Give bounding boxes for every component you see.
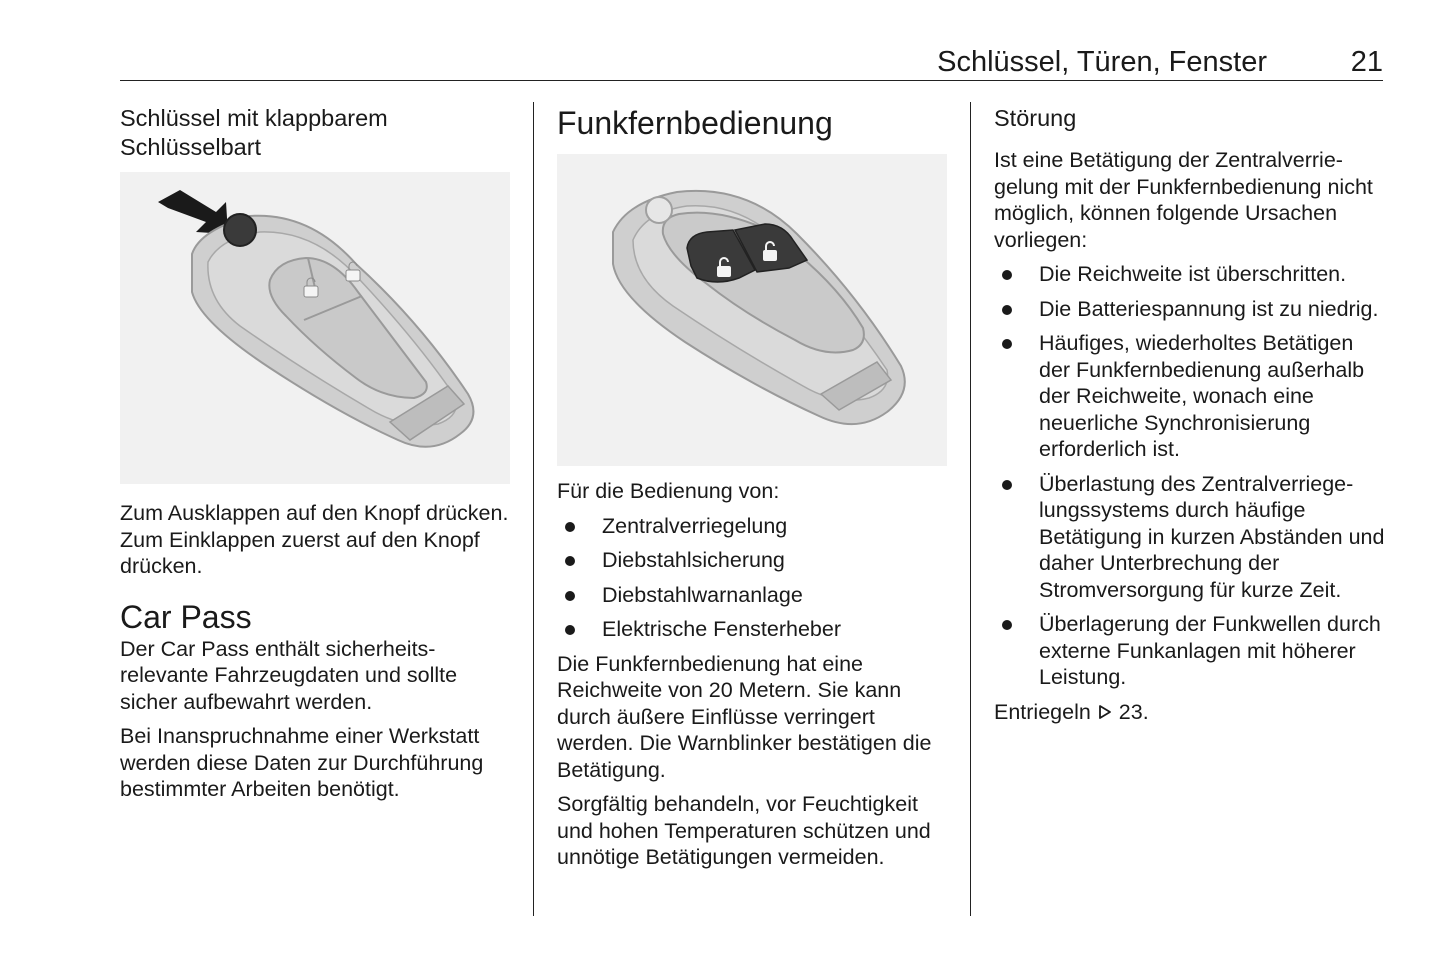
running-header-title: Schlüssel, Türen, Fenster: [937, 46, 1267, 78]
bullet-icon: [1002, 339, 1012, 349]
intro-text: Ist eine Betätigung der Zentralverriegelung mit der Funkfernbedienung nicht möglich, können folgende Ursachen vorliegen:: [994, 148, 1373, 252]
bullet-icon: [1002, 480, 1012, 490]
list-item: Die Reichweite ist überschritten.: [994, 261, 1389, 288]
cross-reference[interactable]: Entriegeln 23.: [994, 699, 1149, 724]
intro-text: Für die Bedienung von:: [557, 479, 780, 503]
bullet-icon: [565, 556, 575, 566]
column-2: [557, 104, 952, 879]
list-item: Häufiges, wiederholtes Betätigen der Funkfernbedienung außerhalb der Reichweite, wonach eine neuerliche Synchronisierung erforderlich ist.: [994, 330, 1389, 463]
range-paragraph: Die Funkfernbedienung hat eine Reichweite von 20 Metern. Sie kann durch äußere Einflüsse verringert werden. Die Warnblinker bestätigen die Betätigung.: [557, 651, 932, 782]
list-item: Diebstahlwarnanlage: [557, 582, 952, 609]
column-1: [120, 104, 515, 811]
column-divider-1: [533, 102, 534, 916]
section-heading-folding-key: Schlüssel mit klappbarem Schlüsselbart: [120, 105, 388, 160]
column-3: [994, 104, 1389, 733]
list-item: Diebstahlsicherung: [557, 547, 952, 574]
bullet-icon: [565, 625, 575, 635]
cause-list: [994, 261, 1389, 691]
bullet-icon: [565, 522, 575, 532]
car-pass-paragraph: Der Car Pass enthält sicherheitsrelevante Fahrzeugdaten und sollte sicher aufbewahrt werden.: [120, 636, 458, 714]
section-title-remote-control: Funkfernbedienung: [557, 105, 833, 141]
bullet-icon: [565, 591, 575, 601]
list-item: Zentralverriegelung: [557, 513, 952, 540]
section-title-car-pass: Car Pass: [120, 598, 252, 635]
column-divider-2: [970, 102, 971, 916]
list-item: Die Batteriespannung ist zu niedrig.: [994, 296, 1389, 323]
bullet-icon: [1002, 305, 1012, 315]
reference-arrow-icon: [1097, 703, 1113, 721]
list-item: Überlastung des Zentralverriegelungssystems durch häufige Betätigung in kurzen Abständen und daher Unterbrechung der Stromversorgung für kurze Zeit.: [994, 471, 1389, 604]
header-rule: [120, 80, 1383, 81]
remote-control-illustration: [557, 154, 947, 466]
figure-caption: Zum Ausklappen auf den Knopf drücken. Zum Einklappen zuerst auf den Knopf drücken.: [120, 501, 509, 578]
page-number: 21: [1350, 46, 1383, 78]
bullet-icon: [1002, 620, 1012, 630]
section-heading-fault: Störung: [994, 105, 1077, 131]
folding-key-illustration: [120, 172, 510, 484]
care-paragraph: Sorgfältig behandeln, vor Feuchtigkeit und hohen Temperaturen schützen und unnötige Betätigungen vermeiden.: [557, 792, 931, 869]
list-item: Elektrische Fensterheber: [557, 616, 952, 643]
car-pass-paragraph: Bei Inanspruchnahme einer Werkstatt werden diese Daten zur Durchführung bestimmter Arbeiten benötigt.: [120, 724, 484, 801]
fold-release-button: [224, 214, 256, 246]
list-item: Überlagerung der Funkwellen durch externe Funkanlagen mit höherer Leistung.: [994, 611, 1389, 691]
bullet-icon: [1002, 270, 1012, 280]
fold-release-button: [646, 197, 672, 223]
function-list: [557, 513, 952, 643]
